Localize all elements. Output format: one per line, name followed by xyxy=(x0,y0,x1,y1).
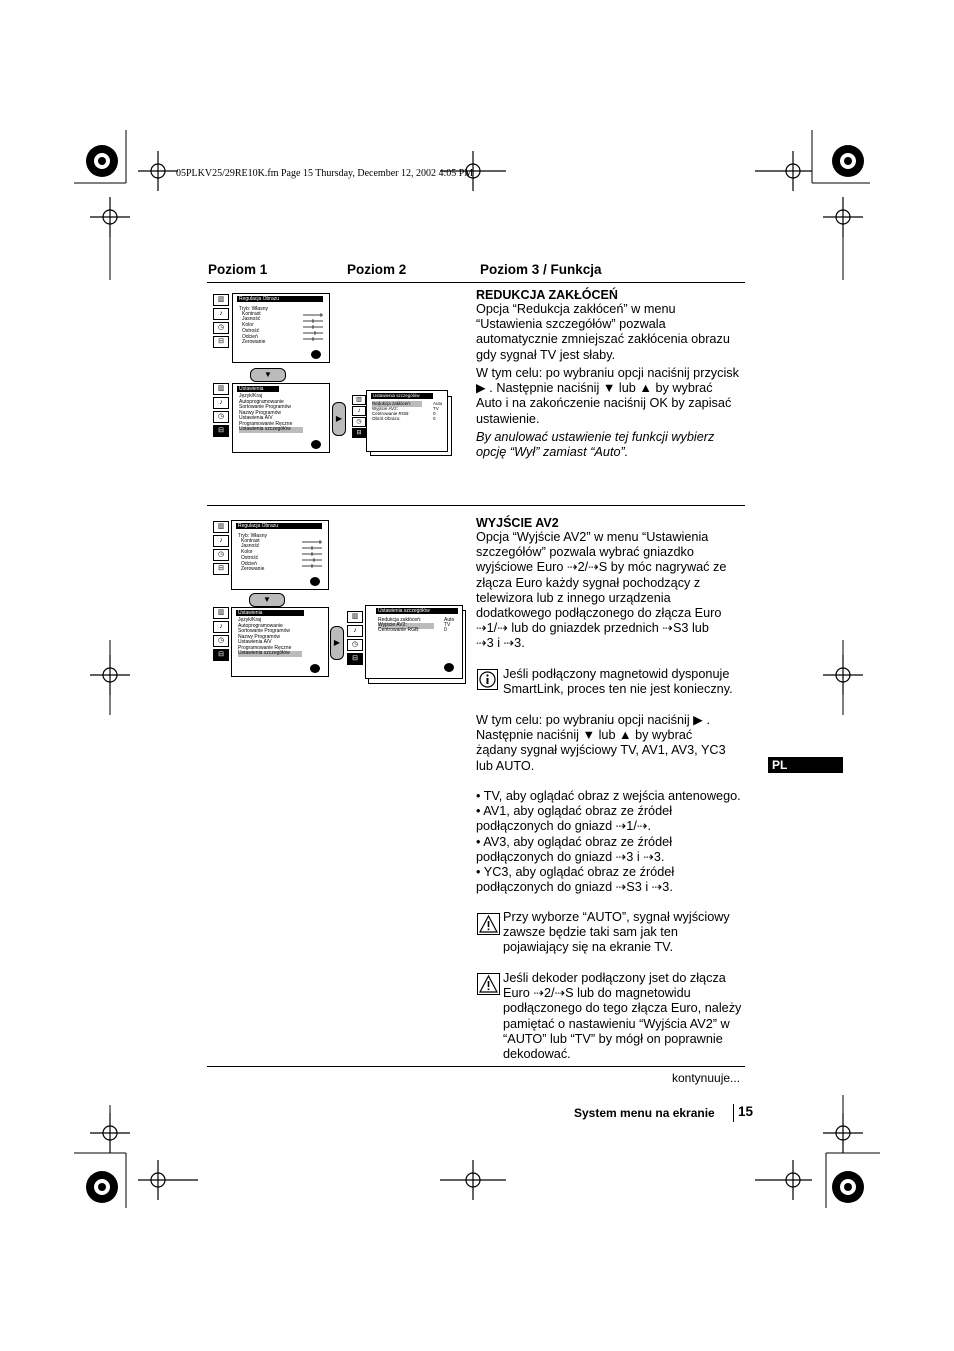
text-line: Auto i na zakończenie naciśnij OK by zapisać xyxy=(476,396,732,411)
menu-value: TV xyxy=(433,406,439,411)
list-item: podłączonych do gniazd ⇢S3 i ⇢3. xyxy=(476,880,673,895)
menu-item: Redukcja zakłóceń: xyxy=(378,617,422,623)
section1-paragraph3 xyxy=(476,430,748,460)
picture-icon: ▥ xyxy=(352,395,366,405)
text-line: “Ustawienia szczegółów” pozwala xyxy=(476,317,666,332)
output-options-list xyxy=(476,789,748,895)
col-header-level1: Poziom 1 xyxy=(208,262,268,277)
text-line: gdy sygnał TV jest słaby. xyxy=(476,347,616,362)
menu-item: Centrowanie RGB: xyxy=(372,411,410,416)
col-header-level3: Poziom 3 / Funkcja xyxy=(480,262,602,277)
picture-icon: ▥ xyxy=(213,383,229,395)
menu-item: Jasność xyxy=(242,316,261,322)
list-item: podłączonych do gniazd ⇢3 i ⇢3. xyxy=(476,849,665,864)
text-line: podłączonego do tego złącza Euro, należy xyxy=(503,1001,742,1016)
menu-item: Nazwy Programów xyxy=(239,410,281,416)
menu-title: Regulacja Obrazu xyxy=(237,296,323,302)
list-item: • YC3, aby oglądać obraz ze źródeł xyxy=(476,865,675,880)
text-line: lub AUTO. xyxy=(476,758,535,773)
menu-value: TV xyxy=(444,622,451,628)
setup-icon: ⊟ xyxy=(213,425,229,437)
list-item: podłączonych do gniazd ⇢1/⇢. xyxy=(476,819,652,834)
menu-item: Wyjście AV2: xyxy=(372,406,398,411)
text-line: Opcja “Wyjście AV2” w menu “Ustawienia xyxy=(476,530,709,544)
text-line: SmartLink, proces ten nie jest konieczny. xyxy=(503,682,733,697)
down-arrow-button-icon: ▼ xyxy=(250,368,286,382)
menu-item: Sortowanie Programów xyxy=(238,628,290,634)
text-line: dekodować. xyxy=(503,1047,571,1062)
text-line: zawsze będzie taki sam jak ten xyxy=(503,925,678,940)
menu-settings xyxy=(232,383,330,453)
menu-item: Tryb: Własny xyxy=(238,533,267,539)
continued-label: kontynuuje... xyxy=(672,1071,741,1085)
list-item: • AV3, aby oglądać obraz ze źródeł xyxy=(476,834,673,849)
info-icon xyxy=(477,669,498,690)
menu-item: Sortowanie Programów xyxy=(239,404,291,410)
setup-icon: ⊟ xyxy=(213,336,229,348)
menu-item: Kolor xyxy=(242,322,254,328)
section1-paragraph2 xyxy=(476,366,748,427)
menu-detail-settings xyxy=(366,390,448,452)
setup-icon: ⊟ xyxy=(352,428,366,438)
picture-icon: ▥ xyxy=(213,294,229,306)
menu-title: Ustawienia xyxy=(237,386,279,392)
menu-picture-adjust xyxy=(232,293,330,363)
ok-button-icon xyxy=(311,440,321,449)
divider-bottom xyxy=(207,1066,745,1067)
down-arrow-button-icon: ▼ xyxy=(249,593,285,607)
menu-item: Nazwy Programów xyxy=(238,634,280,640)
timer-icon: ◷ xyxy=(213,635,229,647)
warning-icon xyxy=(477,913,500,935)
menu-value: 0 xyxy=(433,416,436,421)
menu-item: Ustawienia A/V xyxy=(238,639,272,645)
right-arrow-button-icon: ▶ xyxy=(332,402,346,436)
menu-item: Centrowanie RGB: xyxy=(378,627,420,633)
text-line: ▶ . Następnie naciśnij ▼ lub ▲ by wybrać xyxy=(476,381,713,396)
picture-icon: ▥ xyxy=(213,521,229,533)
ok-button-icon xyxy=(310,664,320,673)
divider-top xyxy=(207,282,745,283)
timer-icon: ◷ xyxy=(213,411,229,423)
text-line: “AUTO” lub “TV” by mógł on poprawnie xyxy=(503,1031,723,1046)
menu-detail-settings xyxy=(365,605,463,679)
menu-item: Jasność xyxy=(241,543,260,549)
text-line: automatycznie zmniejszać zakłócenia obrazu xyxy=(476,332,730,347)
setup-icon: ⊟ xyxy=(213,563,229,575)
menu-item: Programowanie Ręczne xyxy=(238,645,292,651)
divider-middle xyxy=(207,505,745,506)
menu-item: Kolor xyxy=(241,549,253,555)
slider-bars xyxy=(302,539,324,571)
footer-divider xyxy=(733,1104,734,1122)
picture-icon: ▥ xyxy=(213,607,229,619)
section2-paragraph1 xyxy=(476,530,748,652)
info-note xyxy=(503,667,748,697)
menu-title: Regulacja Obrazu xyxy=(236,523,322,529)
ok-button-icon xyxy=(311,350,321,359)
menu-value: 0 xyxy=(433,411,436,416)
text-line: dodatkowego podłączonego do złącza Euro xyxy=(476,606,722,621)
text-line: wyjściowe Euro ⇢2/⇢S by móc nagrywać ze xyxy=(476,560,727,575)
menu-item: Język/Kraj xyxy=(238,617,262,623)
menu-value: Auto xyxy=(444,617,455,623)
text-line: Przy wyborze “AUTO”, sygnał wyjściowy xyxy=(503,910,730,924)
sound-icon: ♪ xyxy=(213,308,229,320)
menu-item: Język/Kraj xyxy=(239,393,263,399)
text-line: złącza Euro każdy sygnał pochodzący z xyxy=(476,575,701,590)
text-line: Jeśli podłączony magnetowid dysponuje xyxy=(503,667,730,681)
text-line: By anulować ustawienie tej funkcji wybierz xyxy=(476,430,715,444)
menu-item: Ustawienia A/V xyxy=(239,415,273,421)
text-line: szczegółów” pozwala wybrać gniazdko xyxy=(476,545,694,560)
text-line: ustawienie. xyxy=(476,411,540,426)
sound-icon: ♪ xyxy=(213,397,229,409)
section-title-noise-reduction: REDUKCJA ZAKŁÓCEŃ xyxy=(476,288,618,302)
language-badge: PL xyxy=(768,757,843,773)
menu-item: Tryb: Własny xyxy=(239,306,268,312)
menu-item: Ostrość xyxy=(241,555,259,561)
menu-item: Odcień xyxy=(242,334,258,340)
text-line: telewizora lub z innego urządzenia xyxy=(476,590,671,605)
section2-paragraph2 xyxy=(476,713,748,774)
menu-item-selected: Ustawienia szczegółów xyxy=(238,651,302,657)
text-line: Następnie naciśnij ▼ lub ▲ by wybrać xyxy=(476,728,693,743)
warning-note-1 xyxy=(503,910,748,956)
setup-icon: ⊟ xyxy=(213,649,229,661)
sound-icon: ♪ xyxy=(352,406,366,416)
setup-icon: ⊟ xyxy=(347,653,363,665)
menu-item: Programowanie Ręczne xyxy=(239,421,293,427)
page-number: 15 xyxy=(738,1104,754,1119)
section1-paragraph1 xyxy=(476,302,748,363)
right-arrow-button-icon: ▶ xyxy=(330,626,344,660)
menu-item: Odcień xyxy=(241,561,257,567)
file-header: 05PLKV25/29RE10K.fm Page 15 Thursday, December 12, 2002 4:05 PM xyxy=(176,168,474,179)
col-header-level2: Poziom 2 xyxy=(347,262,407,277)
sound-icon: ♪ xyxy=(347,625,363,637)
text-line: pamiętać o nastawieniu “Wyjścia AV2” w xyxy=(503,1016,730,1031)
text-line: Euro ⇢2/⇢S lub do magnetowidu xyxy=(503,986,691,1001)
text-line: W tym celu: po wybraniu opcji naciśnij ▶ . xyxy=(476,713,710,727)
timer-icon: ◷ xyxy=(213,322,229,334)
slider-bars xyxy=(303,312,325,344)
menu-item: Zerowanie xyxy=(241,566,265,572)
menu-item: Kontrast xyxy=(242,311,261,317)
text-line: Opcja “Redukcja zakłóceń” w menu xyxy=(476,302,676,316)
menu-value: Auto xyxy=(433,401,443,406)
menu-item: Zerowanie xyxy=(242,339,266,345)
menu-item-selected: Wyjście AV2: xyxy=(378,623,434,629)
text-line: ⇢3 i ⇢3. xyxy=(476,636,525,651)
ok-button-icon xyxy=(310,577,320,586)
text-line: ⇢1/⇢ lub do gniazdek przednich ⇢S3 lub xyxy=(476,621,709,636)
menu-settings xyxy=(231,607,329,677)
menu-item-selected: Redukcja zakłóceń: xyxy=(372,401,422,407)
menu-value: 0 xyxy=(444,627,447,633)
text-line: Jeśli dekoder podłączony jset do złącza xyxy=(503,971,726,985)
menu-title: Ustawienia xyxy=(236,610,304,616)
menu-item: Ostrość xyxy=(242,328,260,334)
ok-button-icon xyxy=(444,663,454,672)
menu-picture-adjust xyxy=(231,520,329,590)
list-item: • AV1, aby oglądać obraz ze źródeł xyxy=(476,804,673,819)
text-line: pojawiający się na ekranie TV. xyxy=(503,940,673,955)
list-item: • TV, aby oglądać obraz z wejścia antenowego. xyxy=(476,789,741,803)
menu-item: Autoprogramowanie xyxy=(238,623,283,629)
menu-title: Ustawienia szczegółów xyxy=(376,608,458,614)
text-line: żądany sygnał wyjściowy TV, AV1, AV3, YC3 xyxy=(476,743,726,758)
sound-icon: ♪ xyxy=(213,621,229,633)
timer-icon: ◷ xyxy=(213,549,229,561)
menu-item: Autoprogramowanie xyxy=(239,399,284,405)
timer-icon: ◷ xyxy=(347,639,363,651)
text-line: opcję “Wył” zamiast “Auto”. xyxy=(476,445,629,460)
warning-icon xyxy=(477,973,500,995)
warning-note-2 xyxy=(503,971,748,1062)
sound-icon: ♪ xyxy=(213,535,229,547)
text-line: W tym celu: po wybraniu opcji naciśnij przycisk xyxy=(476,366,739,380)
menu-item-selected: Ustawienia szczegółów xyxy=(239,427,303,433)
menu-item: Obrót Obrazu: xyxy=(372,416,401,421)
menu-item: Kontrast xyxy=(241,538,260,544)
menu-title: Ustawienia szczegółów xyxy=(371,393,433,399)
picture-icon: ▥ xyxy=(347,611,363,623)
timer-icon: ◷ xyxy=(352,417,366,427)
footer-section-name: System menu na ekranie xyxy=(574,1106,715,1120)
section-title-av2-output: WYJŚCIE AV2 xyxy=(476,516,559,530)
